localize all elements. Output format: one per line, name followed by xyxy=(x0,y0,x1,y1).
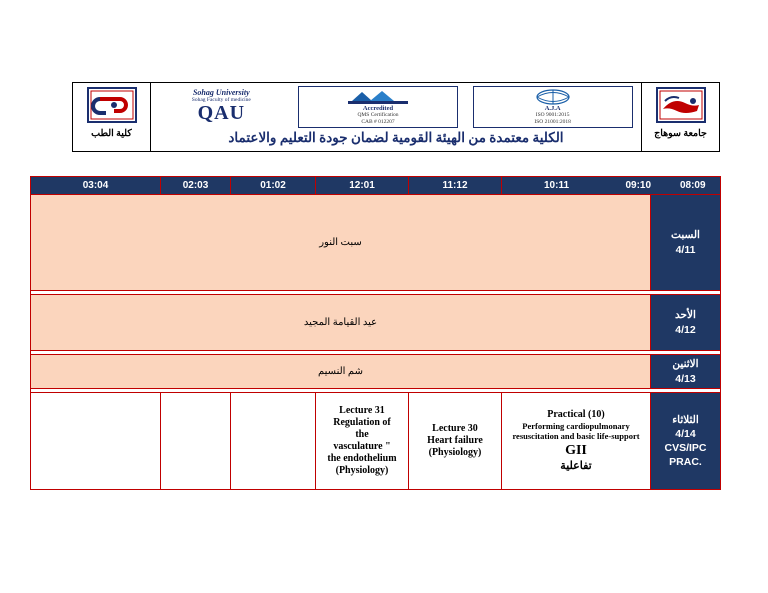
qau-sub-line: Sohag Faculty of medicine xyxy=(191,97,251,103)
empty-slot-0203 xyxy=(161,393,231,490)
naqaae-line1: Accredited xyxy=(362,105,394,112)
aja-iso-badge-icon xyxy=(523,89,583,105)
time-slot-1011 xyxy=(502,177,721,195)
naqaae-line2: QMS Certification xyxy=(357,112,399,119)
day-course-type: PRAC. xyxy=(669,456,702,469)
day-name-monday: الاثنين xyxy=(672,358,699,371)
time-slot-0304: 03:04 xyxy=(31,177,161,195)
lecture-cell-30 xyxy=(409,393,502,490)
day-date-monday: 4/13 xyxy=(675,372,696,385)
time-slot-0102: 01:02 xyxy=(231,177,316,195)
table-row xyxy=(31,195,721,291)
aja-badge xyxy=(473,86,633,128)
time-slot-1112: 11:12 xyxy=(409,177,502,195)
qau-main-text: QAU xyxy=(197,102,246,124)
lecture-30-line-1: Heart failure xyxy=(427,435,483,446)
naqaae-accredited-badge-icon xyxy=(348,89,408,105)
timetable-wrapper xyxy=(30,176,720,490)
faculty-logo-cell xyxy=(73,83,151,151)
lecture-31-line-5: (Physiology) xyxy=(335,465,389,476)
time-slot-0809-label: 08:09 xyxy=(666,177,721,194)
document-header xyxy=(72,82,720,152)
day-name-tuesday: الثلاثاء xyxy=(672,413,699,426)
practical-group: GII xyxy=(565,443,587,459)
holiday-cell-saturday: سبت النور xyxy=(31,195,651,291)
faculty-logo-caption: كلية الطب xyxy=(91,129,132,139)
table-row xyxy=(31,393,721,490)
day-cell-monday xyxy=(651,355,721,389)
lecture-31-line-4: the endothelium xyxy=(327,453,397,464)
weekly-timetable xyxy=(30,176,721,490)
lecture-31-line-3: vasculature " xyxy=(333,441,391,452)
university-logo-caption: جامعة سوهاج xyxy=(654,129,707,139)
day-name-saturday: السبت xyxy=(671,229,700,242)
faculty-of-medicine-crest-icon xyxy=(84,87,140,127)
time-slot-1011-label: 10:11 xyxy=(502,177,611,194)
day-course-code: CVS/IPC xyxy=(664,442,707,454)
holiday-cell-monday: شم النسيم xyxy=(31,355,651,389)
aja-line3: ISO 21001:2018 xyxy=(534,118,571,125)
lecture-31-line-2: the xyxy=(355,429,369,440)
sohag-university-crest-icon xyxy=(653,87,709,127)
practical-title: Practical (10) xyxy=(547,408,605,420)
lecture-31-line-0: Lecture 31 xyxy=(339,405,385,416)
qau-logo xyxy=(159,86,283,123)
aja-line1: A.J.A xyxy=(544,105,561,112)
accreditation-title: الكلية معتمدة من الهيئة القومية لضمان جودة التعليم والاعتماد xyxy=(228,130,564,146)
lecture-30-line-2: (Physiology) xyxy=(428,447,482,458)
day-name-sunday: الأحد xyxy=(675,309,696,322)
table-row xyxy=(31,295,721,351)
time-slot-1201: 12:01 xyxy=(316,177,409,195)
time-slot-0910-label: 09:10 xyxy=(611,177,666,194)
lecture-cell-31 xyxy=(316,393,409,490)
practical-arabic-note: تفاعلية xyxy=(560,459,592,472)
practical-description: Performing cardiopulmonary resuscitation and basic life-support xyxy=(512,420,640,441)
practical-cell-10 xyxy=(502,393,651,490)
time-header-row xyxy=(31,177,721,195)
empty-slot-0102 xyxy=(231,393,316,490)
time-slot-0203: 02:03 xyxy=(161,177,231,195)
empty-slot-0304 xyxy=(31,393,161,490)
table-row xyxy=(31,355,721,389)
lecture-31-line-1: Regulation of xyxy=(333,417,391,428)
day-cell-saturday xyxy=(651,195,721,291)
lecture-30-line-0: Lecture 30 xyxy=(432,423,478,434)
header-logos-row xyxy=(73,83,719,151)
naqaae-line3: CAB # 012207 xyxy=(361,118,395,125)
day-date-saturday: 4/11 xyxy=(675,243,696,256)
day-date-tuesday: 4/14 xyxy=(675,427,696,440)
university-logo-cell xyxy=(641,83,719,151)
qau-top-line: Sohag University xyxy=(192,88,250,97)
day-date-sunday: 4/12 xyxy=(675,323,696,336)
aja-line2: ISO 9001:2015 xyxy=(535,112,570,119)
header-center xyxy=(151,83,641,151)
day-cell-sunday xyxy=(651,295,721,351)
day-cell-tuesday xyxy=(651,393,721,490)
holiday-cell-sunday: عيد القيامة المجيد xyxy=(31,295,651,351)
naqaae-badge xyxy=(298,86,458,128)
accreditation-badges-row xyxy=(151,83,641,128)
